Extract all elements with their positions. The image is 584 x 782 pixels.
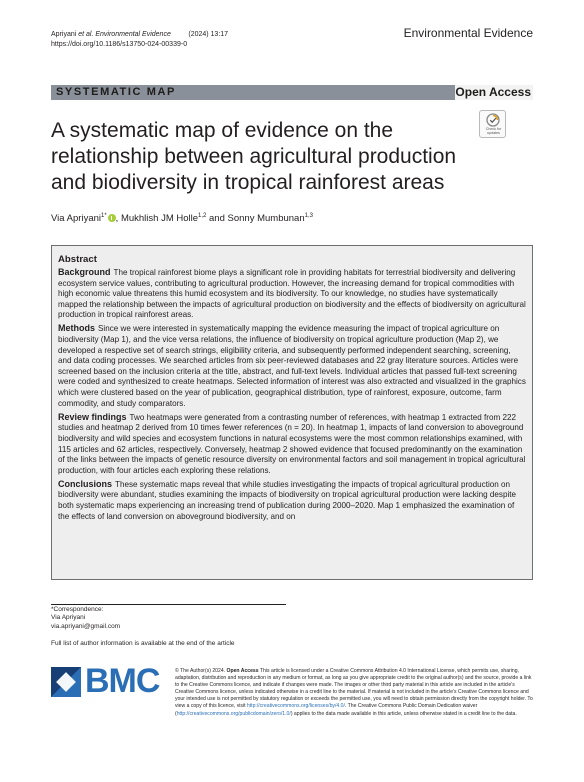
section-text: These systematic maps reveal that while studies investigating the impacts of tropical agricultural production on biodiversity were abundant, studies examining the impacts of biodiversity on tropical agricultural production were lacking despite both systematic maps experiencing an increasing trend of publication during 2000–2020. Map 1 emphasized the examination of the effects of land conversion on aboveground biodiversity, and on [58,479,516,521]
license-link-cc-zero[interactable]: http://creativecommons.org/publicdomain/zero/1.0/ [176,710,291,717]
citation-journal: et al. Environmental Evidence [78,31,171,38]
section-label: Methods [58,323,95,334]
article-title: A systematic map of evidence on the relationship between agricultural production and biodiversity in tropical rainforest areas [51,119,457,194]
license-text [175,668,535,718]
running-header [51,30,228,50]
abstract-background [58,267,526,321]
author-name[interactable]: Via Apriyani [51,213,101,225]
license-open-access: Open Access [226,668,259,674]
correspondence-email[interactable]: via.apriyani@gmail.com [51,622,121,630]
bmc-logo-text: BMC [85,662,160,700]
orcid-icon[interactable] [108,214,116,222]
abstract-heading: Abstract [58,254,97,265]
section-label: Conclusions [58,478,113,489]
article-type-label: SYSTEMATIC MAP [56,86,176,98]
citation-line [51,30,228,40]
license-body: This article is licensed under a Creative Commons Attribution 4.0 International License, which permits use, sharing, adaptation, distribution and reproduction in any medium or format, as long as you give appropriate credit to the original author(s) and the source, provide a link to the Creative Commons licence, and indicate if changes were made. The images or other third party material in this article are included in the article's Creative Commons licence, unless indicated otherwise in a credit line to the material. If material is not included in the article's Creative Commons licence and your intended use is not permitted by statutory regulation or exceeds the permitted use, you will need to obtain permission directly from the copyright holder. To view a copy of this licence, visit [175,668,533,710]
abstract-methods [58,323,526,409]
citation-author: Apriyani [51,31,79,38]
license-body: ) applies to the data made available in this article, unless otherwise stated in a credit line to the data. [290,710,517,717]
license-copyright: © The Author(s) 2024. [175,668,227,674]
open-access-label: Open Access [455,85,531,99]
author-name[interactable]: Mukhlish JM Holle [120,213,199,225]
check-updates-text: Check for updates [485,127,502,135]
section-label: Background [58,267,111,277]
author-affiliation: 1,2 [198,213,207,219]
journal-name: Environmental Evidence [403,26,533,40]
author-separator: , [115,213,121,225]
citation-year: (2024) 13:17 [188,31,229,38]
section-label: Review findings [58,411,127,422]
correspondence-block [51,606,120,631]
correspondence-name: Via Apriyani [51,614,86,622]
author-name[interactable]: Sonny Mumbunan [227,213,305,225]
license-body: . The Creative Commons Public Domain Dedication waiver ( [175,703,478,717]
section-text: Two heatmaps were generated from a contrasting number of references, with heatmap 1 extracted from 222 studies and heatmap 2 derived from 10 times fewer references (n = 20). In heatmap 1, impacts of land conversion to aboveground biodiversity and wild species and ecosystem functions in natural ecosystems were the most common relationships examined, with 115 articles and 62 articles, respectively. Conversely, heatmap 2 showed evidence that focused predominantly on the examination of the links between the impacts of genetic resource diversity on environmental factors and soil management in tropical agricultural production, with four articles each exploring these relations. [58,412,526,475]
author-affiliation: 1,3 [304,213,313,219]
author-separator: and [206,213,228,225]
bmc-logo-mark-icon [51,667,81,697]
footnote-divider [51,604,286,605]
license-link-cc-by[interactable]: http://creativecommons.org/licenses/by/4.0/ [246,703,345,710]
doi-link[interactable]: https://doi.org/10.1186/s13750-024-00339-0 [51,41,188,48]
author-list [51,213,313,224]
section-text: Since we were interested in systematically mapping the evidence measuring the impact of tropical agriculture on biodiversity (Map 1), and the vice versa relations, the influence of biodiversity on tropical agriculture production (Map 2), we developed a respective set of search strings, eligibility criteria, and subsequently performed independent searching, screening, and data coding processes. We searched articles from six peer-reviewed databases and 22 gray literature sources. Articles were screened based on the inclusion criteria at the title, abstract, and full-text levels. Individual articles that passed full-text screening were coded and synthesized to create heatmaps. Selected information of interest was also extracted and visualized in the graphics which were clustered based on the year of publication, geographical distribution, type of rainforest, exposure, outcome, farm commodity, and study comparators. [58,324,526,408]
author-info-note: Full list of author information is available at the end of the article [51,640,235,647]
abstract-conclusions [58,479,526,522]
section-text: The tropical rainforest biome plays a significant role in providing habitats for terrestrial biodiversity and delivering ecosystem service values, contributing to agricultural production. However, the increasing demand for tropical commodities with high economic value threatens this humid ecosystem and its biodiversity. To our knowledge, no studies have systematically mapped the relationship between the impacts of agricultural production on biodiversity and the effects of biodiversity on agricultural production in tropical rainforest areas. [58,268,526,320]
bmc-logo[interactable] [51,664,163,700]
abstract-review-findings [58,412,526,477]
correspondence-label: *Correspondence: [51,606,104,613]
article-type-band [51,85,533,100]
author-affiliation: 1* [101,213,107,219]
abstract-box [51,245,533,580]
